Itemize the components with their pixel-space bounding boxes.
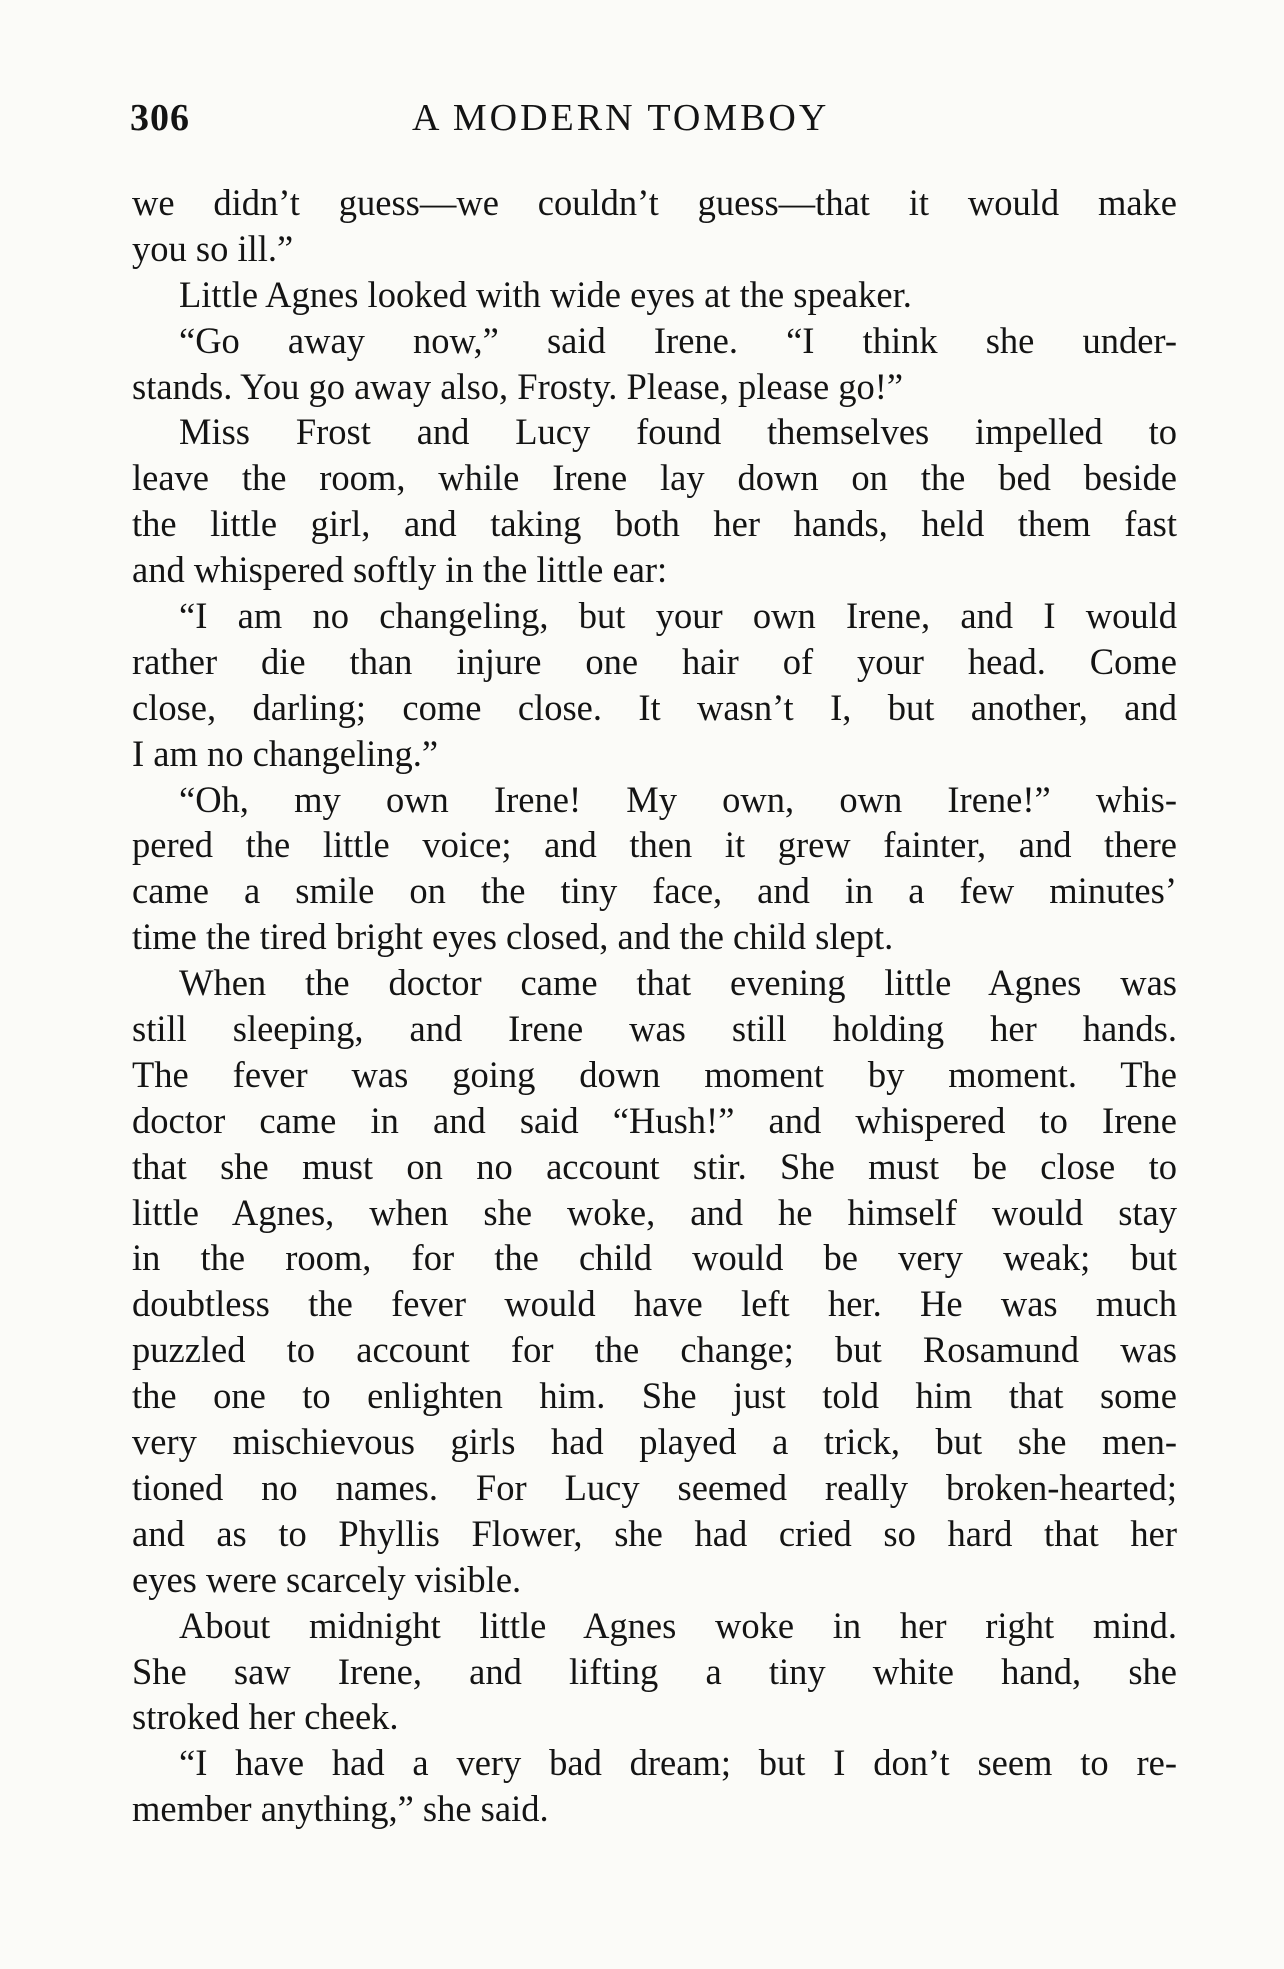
text-line: Little Agnes looked with wide eyes at the speaker. (179, 273, 912, 315)
text-line: She saw Irene, and lifting a tiny white hand, she (132, 1650, 1177, 1692)
text-line: leave the room, while Irene lay down on the bed beside (132, 457, 1177, 499)
text-line: you so ill.” (132, 227, 294, 269)
text-line: still sleeping, and Irene was still holding her hands. (132, 1008, 1177, 1050)
text-line: About midnight little Agnes woke in her right mind. (179, 1604, 1177, 1646)
text-line: and as to Phyllis Flower, she had cried so hard that her (132, 1512, 1177, 1554)
page-number: 306 (130, 97, 190, 139)
text-line: “Oh, my own Irene! My own, own Irene!” whis- (179, 778, 1177, 820)
text-line: I am no changeling.” (132, 732, 439, 774)
body-text (132, 180, 1177, 1832)
running-title: A MODERN TOMBOY (412, 97, 830, 139)
page-header (130, 92, 1170, 144)
text-line: rather die than injure one hair of your head. Come (132, 640, 1177, 682)
text-line: pered the little voice; and then it grew fainter, and there (132, 824, 1177, 866)
text-line: puzzled to account for the change; but Rosamund was (132, 1329, 1177, 1371)
text-line: “I am no changeling, but your own Irene, and I would (179, 595, 1177, 637)
text-line: stroked her cheek. (132, 1696, 399, 1738)
text-line: we didn’t guess—we couldn’t guess—that it would make (132, 182, 1177, 223)
text-line: very mischievous girls had played a trick, but she men- (132, 1421, 1177, 1463)
text-line: came a smile on the tiny face, and in a few minutes’ (132, 870, 1177, 912)
text-line: the little girl, and taking both her hands, held them fast (132, 503, 1177, 545)
text-line: The fever was going down moment by moment. The (132, 1053, 1177, 1095)
text-line: eyes were scarcely visible. (132, 1558, 522, 1600)
text-line: in the room, for the child would be very weak; but (132, 1237, 1177, 1279)
text-line: Miss Frost and Lucy found themselves impelled to (179, 411, 1177, 453)
text-line: and whispered softly in the little ear: (132, 549, 668, 591)
text-line: doctor came in and said “Hush!” and whispered to Irene (132, 1099, 1177, 1141)
text-line: the one to enlighten him. She just told him that some (132, 1375, 1177, 1417)
text-line: member anything,” she said. (132, 1788, 549, 1830)
text-line: “I have had a very bad dream; but I don’t seem to re- (179, 1742, 1177, 1784)
text-line: that she must on no account stir. She must be close to (132, 1145, 1177, 1187)
text-line: tioned no names. For Lucy seemed really broken-hearted; (132, 1466, 1177, 1508)
text-line: When the doctor came that evening little Agnes was (179, 962, 1177, 1004)
text-line: doubtless the fever would have left her. He was much (132, 1283, 1177, 1325)
text-line: “Go away now,” said Irene. “I think she under- (179, 319, 1177, 361)
text-line: little Agnes, when she woke, and he himself would stay (132, 1191, 1177, 1233)
text-line: stands. You go away also, Frosty. Please, please go!” (132, 365, 904, 407)
text-line: time the tired bright eyes closed, and the child slept. (132, 916, 894, 958)
text-line: close, darling; come close. It wasn’t I, but another, and (132, 686, 1177, 728)
